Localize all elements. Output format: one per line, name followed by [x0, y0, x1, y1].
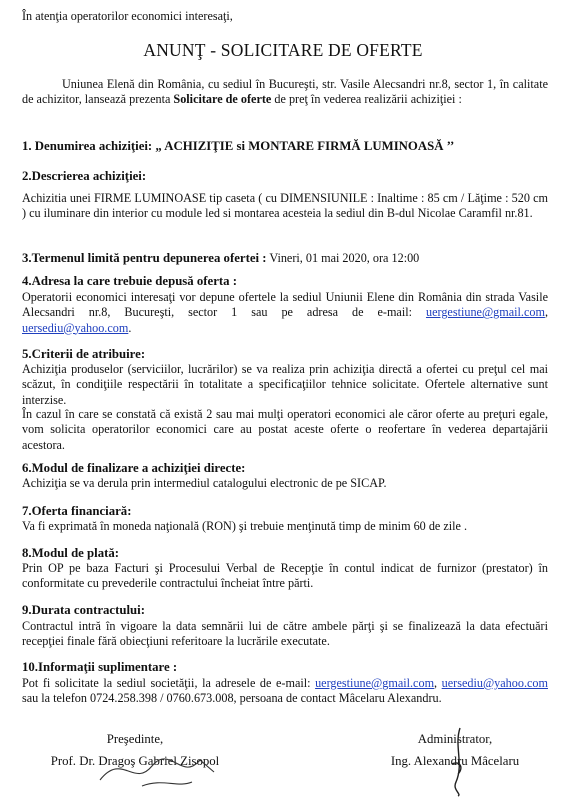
email-link-sediu-2[interactable]: uersediu@yahoo.com	[441, 676, 548, 690]
section-8-heading: 8.Modul de plată:	[22, 546, 120, 560]
section-7-heading: 7.Oferta financiară:	[22, 504, 132, 518]
intro-paragraph	[22, 77, 548, 108]
section-3-value: Vineri, 01 mai 2020, ora 12:00	[266, 251, 420, 265]
section-4-body: Operatorii economici interesaţi vor depune ofertele la sediul Uniunii Elene din România din strada Vasile Alecsandri nr.8, Bucureşti, sector 1 sau pe adresa de e-mail:	[22, 290, 548, 320]
section-3-heading: 3.Termenul limită pentru depunerea ofertei :	[22, 251, 267, 265]
administrator-role: Administrator,	[417, 732, 493, 746]
intro-bold: Solicitare de oferte	[173, 92, 272, 107]
section-6-heading: 6.Modul de finalizare a achiziţiei directe:	[22, 461, 246, 475]
section-10-body: Pot fi solicitate la sediul societăţii, la adresele de e-mail:	[22, 676, 316, 690]
section-8-text: Prin OP pe baza Facturi şi Procesului Verbal de Recepţie în contul indicat de furnizor (prestator) în conformitate cu prevederile contractului încheiat între părti.	[22, 561, 548, 591]
section-10-heading: 10.Informaţii suplimentare :	[22, 660, 178, 674]
section-5-text-2: În cazul în care se constată că există 2 sau mai mulţi operatori economici ale căror oferte au preţuri egale, vom solicita operatorilor economici care au postat aceste oferte o reofertare în vederea departajării acestora.	[22, 407, 548, 452]
section-5-text: Achiziţia produselor (serviciilor, lucrărilor) se va realiza prin achiziţia directă a ofertei cu preţul cel mai scăzut, în condiţiile respectării în totalitate a specificaţiilor tehnice solicitate. Ofertele alternative sunt interzise.	[22, 362, 548, 407]
section-4-heading: 4.Adresa la care trebuie depusă oferta :	[22, 274, 238, 288]
section-6-text: Achiziţia se va derula prin intermediul catalogului electronic de pe SICAP.	[22, 476, 387, 490]
president-role: Preşedinte,	[106, 732, 164, 746]
administrator-signature-scribble	[438, 724, 478, 798]
section-9-text: Contractul intră în vigoare la data semnării lui de către ambele părţi şi se finalizează la data efectuări recepţiei finale fără obiecţiuni referitoare la lucrările executate.	[22, 619, 548, 649]
attention-line: În atenţia operatorilor economici interesaţi,	[22, 9, 233, 23]
president-name: Prof. Dr. Dragoş Gabriel Zisopol	[50, 754, 220, 768]
email-link-sediu[interactable]: uersediu@yahoo.com	[22, 320, 129, 335]
email-link-gestiune[interactable]: uergestiune@gmail.com	[425, 305, 545, 320]
email-link-gestiune-2[interactable]: uergestiune@gmail.com	[315, 676, 435, 690]
section-2-heading: 2.Descrierea achiziţiei:	[22, 169, 147, 183]
president-signature-scribble	[82, 742, 232, 792]
section-5-heading: 5.Criterii de atribuire:	[22, 347, 146, 361]
intro-text-end: de preţ în vederea realizării achiziţiei :	[271, 92, 462, 107]
section-1	[22, 139, 548, 154]
section-7-text: Va fi exprimată în moneda naţională (RON) şi trebuie menţinută timp de minim 60 de zile .	[22, 519, 468, 533]
administrator-name: Ing. Alexandru Mâcelaru	[390, 754, 520, 768]
email-separator: ,	[544, 305, 548, 320]
section-9-heading: 9.Durata contractului:	[22, 603, 145, 617]
section-3	[22, 251, 548, 266]
email-separator-2: ,	[434, 676, 438, 690]
section-10-contact: sau la telefon 0724.258.398 / 0760.673.008, persoana de contact Mâcelaru Alexandru.	[22, 691, 442, 706]
section-1-heading: 1. Denumirea achiziţiei:	[22, 139, 153, 153]
section-1-value: „ ACHIZIŢIE si MONTARE FIRMĂ LUMINOASĂ ’’	[152, 139, 455, 153]
section-4-text	[22, 290, 548, 336]
section-4-end: .	[128, 320, 132, 335]
page-title: ANUNŢ - SOLICITARE DE OFERTE	[143, 40, 423, 60]
intro-text: Uniunea Elenă din România, cu sediul în Bucureşti, str. Vasile Alecsandri nr.8, sector 1, în calitate de achizitor, lansează prezenta	[22, 77, 548, 107]
section-10-text	[22, 676, 548, 707]
section-2-text: Achizitia unei FIRME LUMINOASE tip caseta ( cu DIMENSIUNILE : Inaltime : 85 cm / Lăţime : 520 cm ) cu iluminare din interior cu module led si montarea acesteia la sediul din B-dul Nicolae Caramfil nr.81.	[22, 191, 548, 221]
